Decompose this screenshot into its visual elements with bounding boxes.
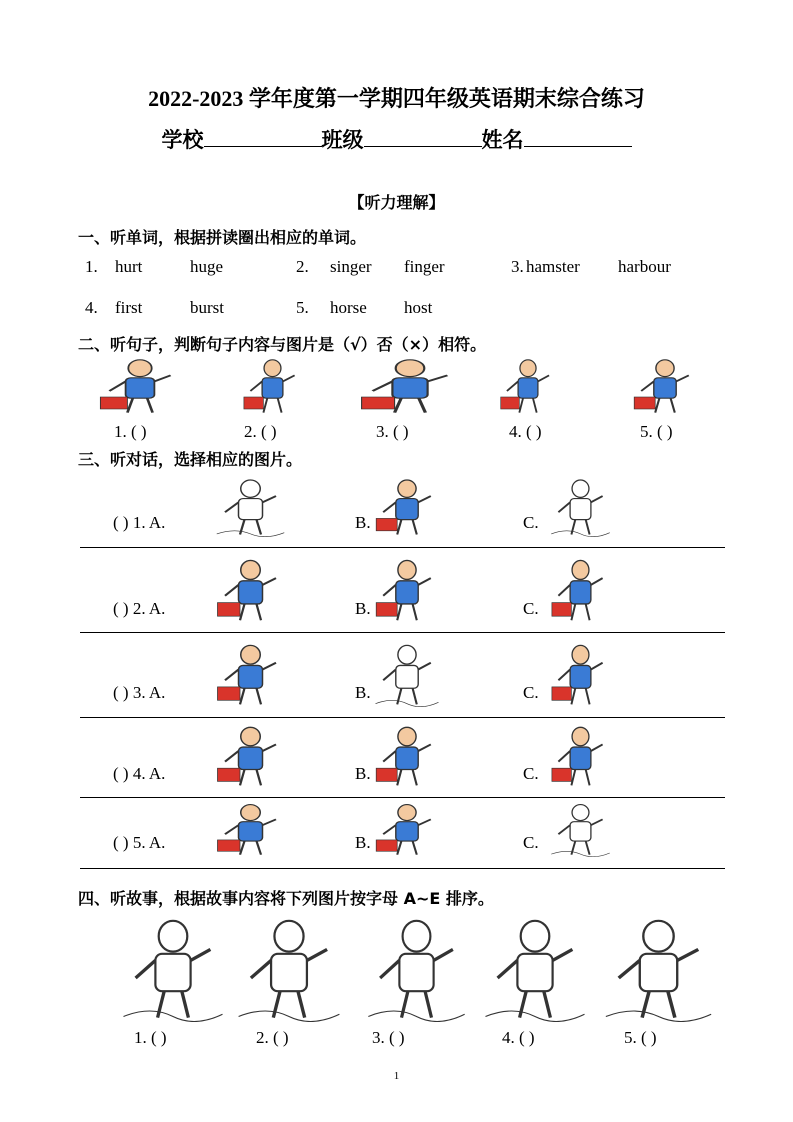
name-field[interactable] bbox=[524, 126, 632, 147]
item-number: 3. bbox=[511, 257, 524, 276]
question-1-option-a[interactable]: ( ) 1. A. bbox=[113, 513, 166, 532]
question-3-option-a[interactable]: ( ) 3. A. bbox=[113, 683, 166, 702]
horse-rider-picture bbox=[240, 355, 305, 415]
story-order-blank-4[interactable]: 4. ( ) bbox=[502, 1028, 535, 1047]
question-3-option-b[interactable]: B. bbox=[355, 683, 371, 702]
story-order-blank-5[interactable]: 5. ( ) bbox=[624, 1028, 657, 1047]
question-4-option-a[interactable]: ( ) 4. A. bbox=[113, 764, 166, 783]
word-option[interactable]: hamster bbox=[526, 257, 580, 276]
school-field[interactable] bbox=[204, 126, 322, 147]
answer-blank-5[interactable]: 5. ( ) bbox=[640, 422, 673, 441]
page-title: 2022-2023 学年度第一学期四年级英语期末综合练习 bbox=[148, 86, 645, 111]
name-label: 姓名 bbox=[481, 128, 524, 152]
question-4-option-b[interactable]: B. bbox=[355, 764, 371, 783]
word-option[interactable]: hurt bbox=[115, 257, 143, 276]
item-number: 2. bbox=[296, 257, 309, 276]
question-1-option-c[interactable]: C. bbox=[523, 513, 539, 532]
high-five-picture bbox=[363, 912, 470, 1022]
birthday-card-picture bbox=[233, 912, 345, 1022]
firefighter-picture bbox=[213, 555, 288, 623]
police-officer-picture bbox=[548, 555, 613, 623]
question-5-option-b[interactable]: B. bbox=[355, 833, 371, 852]
item-number: 4. bbox=[85, 298, 98, 317]
drummer-picture bbox=[630, 355, 700, 415]
school-bus-picture bbox=[355, 355, 465, 415]
row-divider bbox=[80, 868, 725, 869]
question-5-option-a[interactable]: ( ) 5. A. bbox=[113, 833, 166, 852]
word-option[interactable]: huge bbox=[190, 257, 224, 276]
question-4-option-c[interactable]: C. bbox=[523, 764, 539, 783]
part-title: 【听力理解】 bbox=[348, 193, 445, 212]
boy-at-computer-picture bbox=[213, 640, 288, 707]
ship-picture bbox=[213, 722, 288, 788]
story-order-blank-2[interactable]: 2. ( ) bbox=[256, 1028, 289, 1047]
family-on-sofa-picture bbox=[600, 912, 717, 1022]
swimmer-picture bbox=[372, 475, 442, 537]
boy-singing-picture bbox=[548, 640, 613, 707]
family-with-dog-picture bbox=[118, 912, 228, 1022]
badminton-player-picture bbox=[548, 475, 613, 537]
school-label: 学校 bbox=[161, 128, 204, 152]
answer-blank-1[interactable]: 1. ( ) bbox=[114, 422, 147, 441]
boy-waving-picture bbox=[548, 722, 613, 788]
word-option[interactable]: harbour bbox=[618, 257, 671, 276]
boy-doing-puzzle-picture bbox=[372, 640, 442, 707]
word-option[interactable]: singer bbox=[330, 257, 372, 276]
family-by-car-picture bbox=[213, 800, 288, 857]
section1-heading: 一、听单词，根据拼读圈出相应的单词。 bbox=[78, 228, 367, 247]
row-divider bbox=[80, 632, 725, 633]
answer-blank-4[interactable]: 4. ( ) bbox=[509, 422, 542, 441]
word-option[interactable]: host bbox=[404, 298, 433, 317]
dancing-girl-picture bbox=[213, 475, 288, 537]
page-number: 1 bbox=[393, 1070, 400, 1082]
class-field[interactable] bbox=[364, 126, 482, 147]
row-divider bbox=[80, 797, 725, 798]
answer-blank-3[interactable]: 3. ( ) bbox=[376, 422, 409, 441]
section3-heading: 三、听对话，选择相应的图片。 bbox=[78, 450, 303, 469]
item-number: 1. bbox=[85, 257, 98, 276]
boy-with-ball-picture bbox=[480, 912, 590, 1022]
section4-heading: 四、听故事，根据故事内容将下列图片按字母 A~E 排序。 bbox=[78, 889, 494, 908]
class-label: 班级 bbox=[321, 128, 364, 152]
question-1-option-b[interactable]: B. bbox=[355, 513, 371, 532]
chef-picture bbox=[497, 355, 559, 415]
word-option[interactable]: first bbox=[115, 298, 143, 317]
car-driver-picture bbox=[95, 355, 185, 415]
desk-with-lamp-picture bbox=[548, 800, 613, 857]
story-order-blank-1[interactable]: 1. ( ) bbox=[134, 1028, 167, 1047]
student-info-line bbox=[0, 124, 793, 154]
word-option[interactable]: finger bbox=[404, 257, 445, 276]
row-divider bbox=[80, 717, 725, 718]
question-3-option-c[interactable]: C. bbox=[523, 683, 539, 702]
item-number: 5. bbox=[296, 298, 309, 317]
question-2-option-b[interactable]: B. bbox=[355, 599, 371, 618]
question-2-option-a[interactable]: ( ) 2. A. bbox=[113, 599, 166, 618]
story-order-blank-3[interactable]: 3. ( ) bbox=[372, 1028, 405, 1047]
cook-with-vegetables-picture bbox=[372, 555, 442, 623]
bicycle-picture bbox=[372, 722, 442, 788]
answer-blank-2[interactable]: 2. ( ) bbox=[244, 422, 277, 441]
question-5-option-c[interactable]: C. bbox=[523, 833, 539, 852]
word-option[interactable]: horse bbox=[330, 298, 367, 317]
row-divider bbox=[80, 547, 725, 548]
question-2-option-c[interactable]: C. bbox=[523, 599, 539, 618]
word-option[interactable]: burst bbox=[190, 298, 224, 317]
no-fire-sign-picture bbox=[372, 800, 442, 857]
section2-heading: 二、听句子，判断句子内容与图片是（√）否（×）相符。 bbox=[78, 335, 487, 354]
